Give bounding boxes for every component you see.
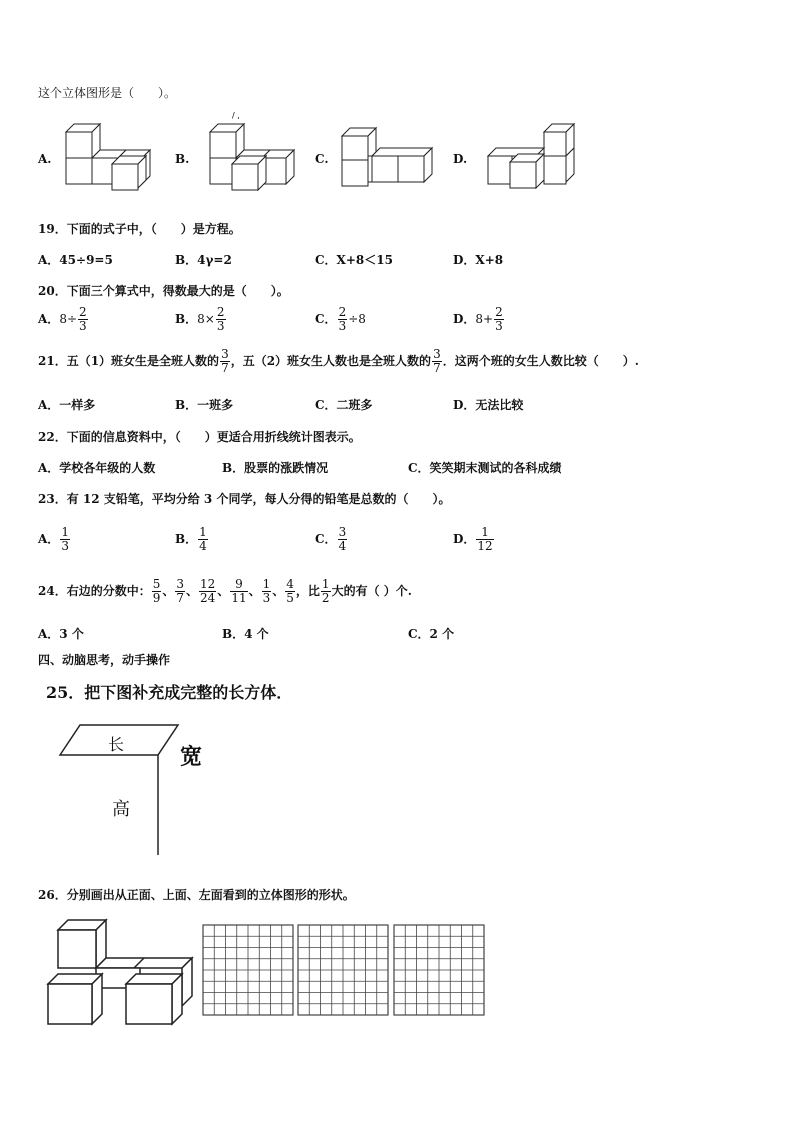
q26-stem: 26．分别画出从正面、上面、左面看到的立体图形的形状。: [38, 888, 355, 902]
q19-option-d[interactable]: D．X+8: [453, 253, 504, 267]
q20-option-b[interactable]: B．8× $\frac{2}{3}$: [175, 305, 225, 333]
q21-option-c[interactable]: C．二班多: [315, 398, 373, 412]
q23-option-a[interactable]: A． $\frac{1}{3}$: [38, 525, 69, 553]
q22-stem: 22．下面的信息资料中，（ ）更适合用折线统计图表示。: [38, 430, 361, 444]
q18-figure-c: [342, 128, 434, 190]
q25-stem: 25．把下图补充成完整的长方体．: [46, 683, 293, 702]
q24-option-c[interactable]: C．2 个: [408, 627, 455, 641]
q18-option-b[interactable]: B.: [175, 152, 190, 166]
q25-label-height: 高: [112, 799, 130, 820]
q24-stem: 24．右边的分数中： $\frac{5}{9}$ 、 $\frac{3}{7}$ 、 $\frac{12}{24}$ 、 $\frac{9}{11}$ 、 $\frac{1}{3}$ 、 $\frac{4}{5}$ ，比 $\frac{1}{2}$ 大的有（ ）个.: [38, 577, 412, 605]
q26-solid-figure: [44, 920, 194, 1028]
q25-label-length: 长: [108, 735, 125, 754]
q18-figure-b: [208, 112, 298, 192]
q19-option-c[interactable]: C．X+8＜15: [315, 253, 393, 267]
q21-option-d[interactable]: D．无法比较: [453, 398, 524, 412]
q24-option-a[interactable]: A．3 个: [38, 627, 84, 641]
q23-option-c[interactable]: C． $\frac{3}{4}$: [315, 525, 347, 553]
q23-stem: 23．有 12 支铅笔，平均分给 3 个同学，每人分得的铅笔是总数的（ ）。: [38, 492, 451, 506]
q21-stem: 21．五（1）班女生是全班人数的 $\frac{3}{7}$ ，五（2）班女生人数也是全班人数的 $\frac{3}{7}$ ．这两个班的女生人数比较（ ）.: [38, 347, 639, 375]
grid-top-view[interactable]: [298, 925, 390, 1017]
q19-stem: 19．下面的式子中，（ ）是方程。: [38, 222, 241, 236]
q20-stem: 20．下面三个算式中，得数最大的是（ ）。: [38, 284, 289, 298]
q20-option-d[interactable]: D．8+ $\frac{2}{3}$: [453, 305, 503, 333]
grid-left-view[interactable]: [394, 925, 486, 1017]
q20-option-a[interactable]: A．8÷ $\frac{2}{3}$: [38, 305, 87, 333]
q24-option-b[interactable]: B．4 个: [222, 627, 269, 641]
q22-option-b[interactable]: B．股票的涨跌情况: [222, 461, 329, 475]
q22-option-a[interactable]: A．学校各年级的人数: [38, 461, 156, 475]
q18-option-a[interactable]: A.: [38, 152, 52, 166]
q18-option-d[interactable]: D.: [453, 152, 468, 166]
q25-label-width: 宽: [180, 744, 203, 770]
q18-stem: 这个立体图形是（ ）。: [38, 86, 177, 100]
q19-option-b[interactable]: B．4γ=2: [175, 253, 232, 267]
q18-option-c[interactable]: C.: [315, 152, 329, 166]
q19-option-a[interactable]: A．45÷9=5: [38, 253, 113, 267]
q22-option-c[interactable]: C．笑笑期末测试的各科成绩: [408, 461, 562, 475]
svg-text:/ ,: / ,: [232, 111, 240, 120]
q18-figure-a: [66, 122, 152, 192]
q23-option-d[interactable]: D． $\frac{1}{12}$: [453, 525, 493, 553]
q18-figure-d: [488, 124, 576, 194]
q20-option-c[interactable]: C． $\frac{2}{3}$ ÷8: [315, 305, 366, 333]
q25-cuboid-figure: [60, 715, 220, 860]
section-title: 四、动脑思考，动手操作: [38, 653, 171, 667]
q23-option-b[interactable]: B． $\frac{1}{4}$: [175, 525, 207, 553]
q21-option-b[interactable]: B．一班多: [175, 398, 234, 412]
grid-front-view[interactable]: [203, 925, 295, 1017]
q21-option-a[interactable]: A．一样多: [38, 398, 96, 412]
